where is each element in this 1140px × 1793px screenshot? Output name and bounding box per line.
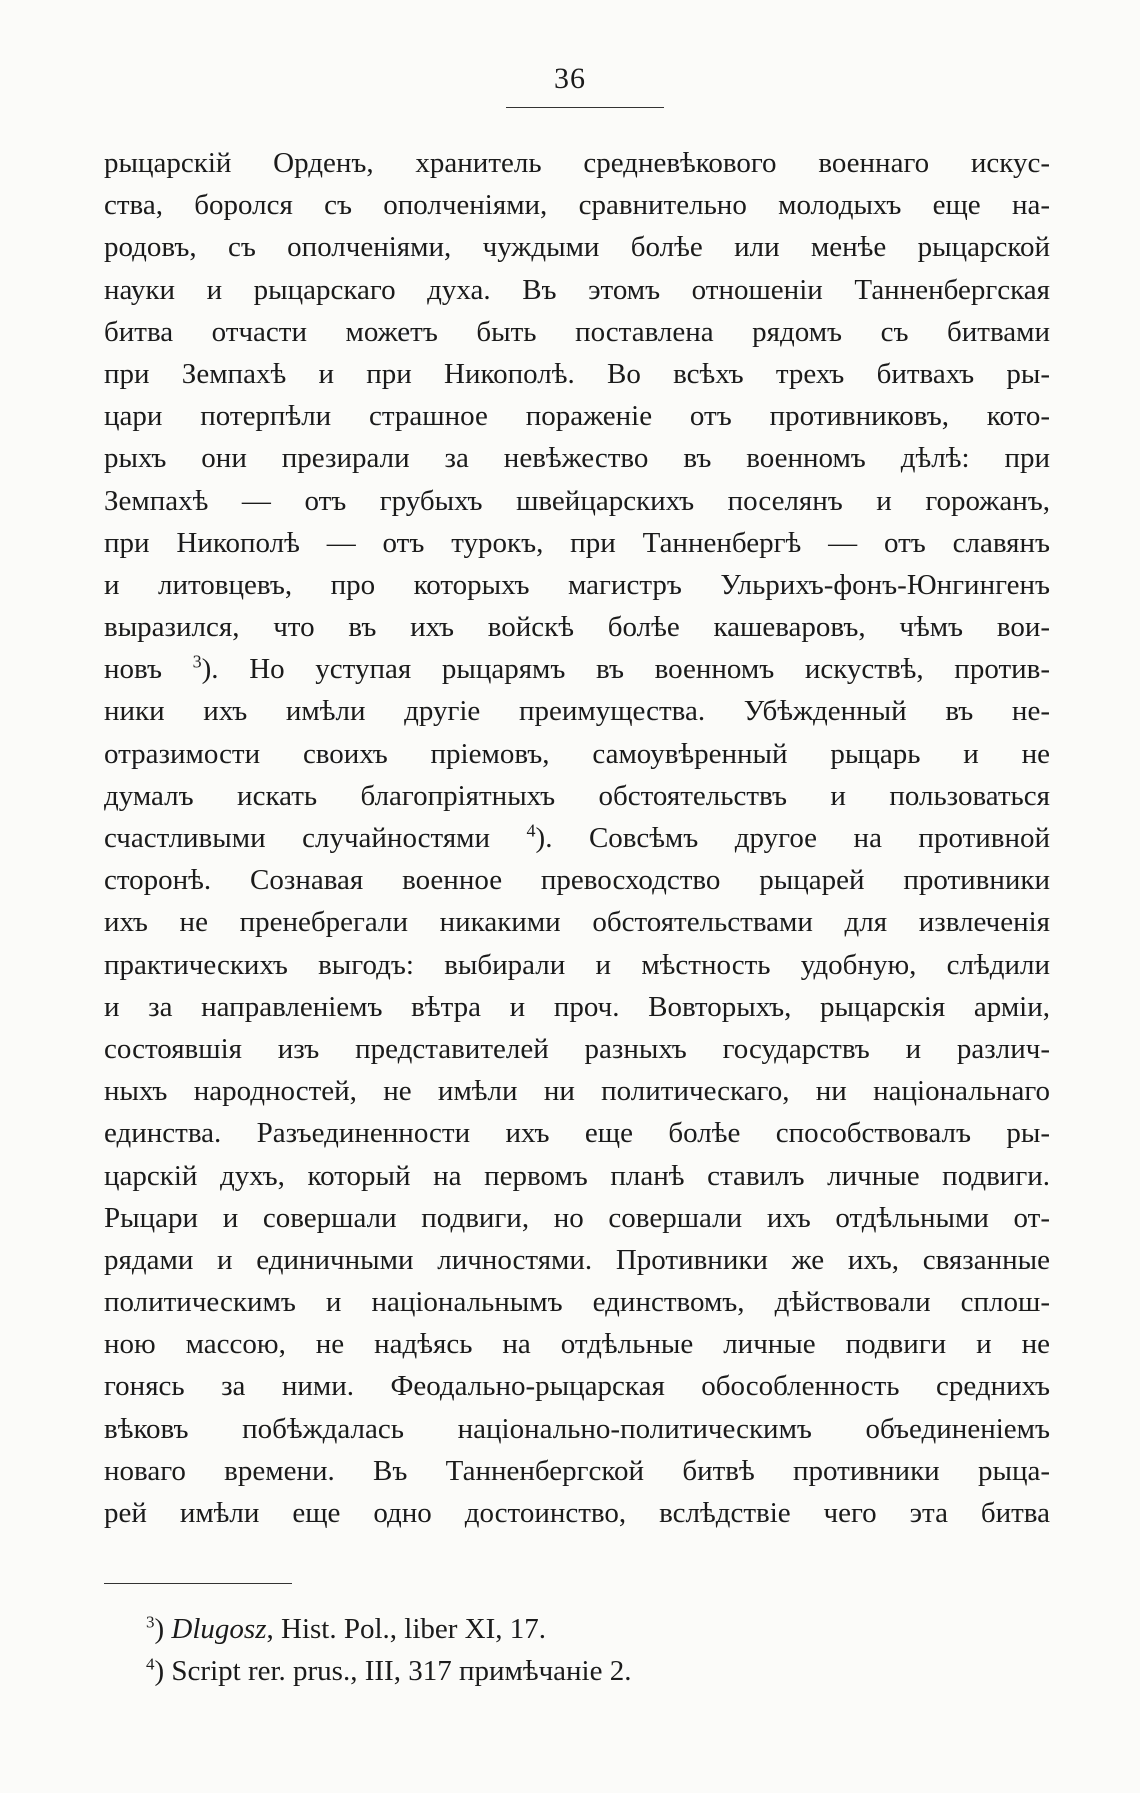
footnote-mark: 3 xyxy=(146,1612,155,1632)
page-number: 36 xyxy=(554,62,586,95)
text-line: рей имѣли еще одно достоинство, вслѣдствіе чего эта битва xyxy=(104,1497,1050,1529)
text-line: практическихъ выгодъ: выбирали и мѣстность удобную, слѣдили xyxy=(104,948,1050,981)
text-line: думалъ искать благопріятныхъ обстоятельствъ и пользоваться xyxy=(104,779,1050,812)
text-line: цари потерпѣли страшное пораженіе отъ противниковъ, кото- xyxy=(104,400,1050,433)
text-line: новаго времени. Въ Танненбергской битвѣ противники рыца- xyxy=(104,1454,1050,1487)
text-line: единства. Разъединенности ихъ еще болѣе способствовалъ ры- xyxy=(104,1117,1050,1150)
text-line: политическимъ и національнымъ единствомъ, дѣйствовали сплош- xyxy=(104,1286,1050,1319)
text-line: ства, боролся съ ополченіями, сравнительно молодыхъ еще на- xyxy=(104,189,1050,222)
text-line: рыцарскій Орденъ, хранитель средневѣкового военнаго искус- xyxy=(104,147,1050,179)
text-line: ныхъ народностей, не имѣли ни политическаго, ни національнаго xyxy=(104,1075,1050,1108)
text-line: Земпахѣ — отъ грубыхъ швейцарскихъ поселянъ и горожанъ, xyxy=(104,484,1050,517)
footnotes xyxy=(146,1608,1046,1692)
text-line: ихъ не пренебрегали никакими обстоятельствами для извлеченія xyxy=(104,906,1050,939)
text-line: счастливыми случайностями $^4$). Совсѣмъ другое на противной xyxy=(104,820,1050,854)
text-line: сторонѣ. Сознавая военное превосходство рыцарей противники xyxy=(104,864,1050,897)
footnote-ref-4: 4 xyxy=(526,820,536,841)
footnote-rule xyxy=(104,1583,292,1584)
text-line: Рыцари и совершали подвиги, но совершали ихъ отдѣльными от- xyxy=(104,1201,1050,1234)
text-line: состоявшія изъ представителей разныхъ государствъ и различ- xyxy=(104,1032,1050,1065)
footnote-author: Dlugosz xyxy=(171,1613,267,1645)
text-line: новъ $^3$). Но уступая рыцарямъ въ военномъ искуствѣ, против- xyxy=(104,651,1050,686)
footnote-mark: 4 xyxy=(146,1654,155,1674)
text-line: при Никополѣ — отъ турокъ, при Танненбергѣ — отъ славянъ xyxy=(104,526,1050,559)
text-line: выразился, что въ ихъ войскѣ болѣе кашеваровъ, чѣмъ вои- xyxy=(104,611,1050,644)
text-line: битва отчасти можетъ быть поставлена рядомъ съ битвами xyxy=(104,315,1050,348)
text-line: рыхъ они презирали за невѣжество въ военномъ дѣлѣ: при xyxy=(104,442,1050,475)
text-line: рядами и единичными личностями. Противники же ихъ, связанные xyxy=(104,1243,1050,1276)
text-line: при Земпахѣ и при Никополѣ. Во всѣхъ трехъ битвахъ ры- xyxy=(104,357,1050,390)
text-line: ною массою, не надѣясь на отдѣльные личные подвиги и не xyxy=(104,1328,1050,1361)
footnote-3: $^3$) Dlugosz, Hist. Pol., liber XI, 17. xyxy=(146,1612,547,1645)
text-line: отразимости своихъ пріемовъ, самоувѣренный рыцарь и не xyxy=(104,737,1050,770)
footnote-ref-3: 3 xyxy=(192,651,202,672)
text-line: науки и рыцарскаго духа. Въ этомъ отношеніи Танненбергская xyxy=(104,273,1050,306)
body-text xyxy=(104,142,1050,1534)
header-rule xyxy=(506,107,664,108)
text-line: и литовцевъ, про которыхъ магистръ Ульрихъ-фонъ-Юнгингенъ xyxy=(104,568,1050,601)
text-line: ники ихъ имѣли другіе преимущества. Убѣжденный въ не- xyxy=(104,695,1050,728)
text-line: и за направленіемъ вѣтра и проч. Вовторыхъ, рыцарскія арміи, xyxy=(104,990,1050,1023)
footnote-4: $^4$) Script rer. prus., III, 317 примѣчаніе 2. xyxy=(146,1654,632,1687)
text-line: родовъ, съ ополченіями, чуждыми болѣе или менѣе рыцарской xyxy=(104,231,1050,264)
text-line: гонясь за ними. Феодально-рыцарская обособленность среднихъ xyxy=(104,1370,1050,1403)
text-line: царскій духъ, который на первомъ планѣ ставилъ личные подвиги. xyxy=(104,1159,1050,1192)
text-line: вѣковъ побѣждалась національно-политическимъ объединеніемъ xyxy=(104,1412,1050,1445)
